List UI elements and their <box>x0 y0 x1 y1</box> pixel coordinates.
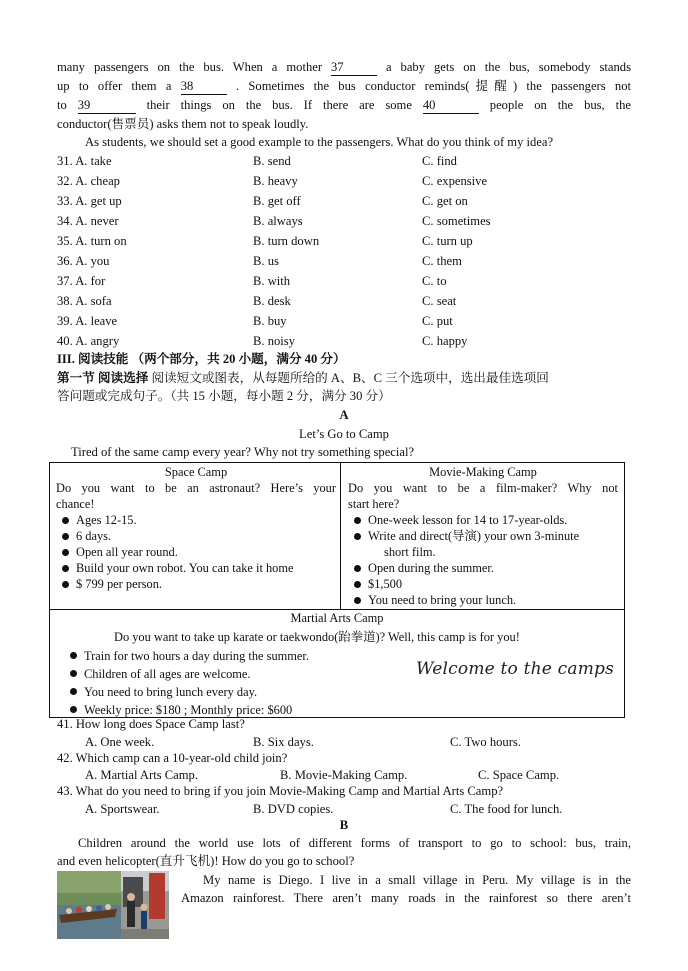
welcome-text: Welcome to the camps <box>416 659 615 679</box>
option-row: 32. A. cheap B. heavy C. expensive <box>57 174 488 188</box>
list-item: You need to bring your lunch. <box>348 592 618 608</box>
section-heading: III. 阅读技能 （两个部分，共 20 小题，满分 40 分） <box>57 352 346 366</box>
list-item: Ages 12-15. <box>56 512 336 528</box>
movie-camp-title: Movie-Making Camp <box>429 465 537 479</box>
movie-camp-cell: Movie-Making Camp Do you want to be a film-maker? Why not start here? One-week lesson for 14 to 17-year-olds. Write and direct(导演) your own 3-minute short film. Open during the summer. $1,500 You need to bring your lunch. <box>348 465 618 607</box>
space-camp-desc: Do you want to be an astronaut? Here’s your <box>56 481 336 495</box>
list-item: Write and direct(导演) your own 3-minute <box>348 528 618 544</box>
passage-line-3: to 39 their things on the bus. If there are some 40 people on the bus, the <box>57 98 632 112</box>
passage-a-intro: Tired of the same camp every year? Why not try something special? <box>71 445 415 459</box>
transport-photo <box>57 871 169 939</box>
space-camp-title: Space Camp <box>164 465 228 479</box>
space-camp-list <box>56 512 336 592</box>
martial-camp-list <box>64 647 620 719</box>
list-item: You need to bring lunch every day. <box>64 683 620 701</box>
option-row: 36. A. you B. us C. them <box>57 254 462 268</box>
boat-and-road-photo <box>57 871 169 939</box>
table-divider <box>340 463 341 609</box>
question-41-options: A. One week. B. Six days. C. Two hours. <box>85 735 521 749</box>
blank-40: 40 <box>423 98 479 114</box>
option-row: 33. A. get up B. get off C. get on <box>57 194 468 208</box>
question-41: 41. How long does Space Camp last? <box>57 717 245 731</box>
option-row: 40. A. angry B. noisy C. happy <box>57 334 468 348</box>
question-43-options: A. Sportswear. B. DVD copies. C. The food for lunch. <box>85 802 563 816</box>
list-item: Open all year round. <box>56 544 336 560</box>
blank-39: 39 <box>78 98 136 114</box>
option-row: 38. A. sofa B. desk C. seat <box>57 294 457 308</box>
passage-a-title: Let’s Go to Camp <box>299 427 389 441</box>
option-row: 39. A. leave B. buy C. put <box>57 314 453 328</box>
movie-camp-list <box>348 512 618 608</box>
option-row: 37. A. for B. with C. to <box>57 274 447 288</box>
passage-b-letter: B <box>339 818 349 832</box>
space-camp-cell: Space Camp Do you want to be an astronaut? Here’s your chance! Ages 12-15. 6 days. Open all year round. Build your own robot. You can take it home $ 799 per person. <box>56 465 336 591</box>
passage-line-2: up to offer them a 38 . Sometimes the bus conductor reminds(提醒) the passengers not <box>57 79 631 93</box>
question-42-options: A. Martial Arts Camp. B. Movie-Making Camp. C. Space Camp. <box>85 768 560 782</box>
list-item: Open during the summer. <box>348 560 618 576</box>
martial-camp-desc: Do you want to take up karate or taekwondo(跆拳道)? Well, this camp is for you! <box>114 630 520 644</box>
list-item: Build your own robot. You can take it home <box>56 560 336 576</box>
passage-b-intro-line-2: and even helicopter(直升飞机)! How do you go to school? <box>57 854 355 868</box>
part-title: 第一节 阅读选择 <box>57 371 149 385</box>
martial-camp-title: Martial Arts Camp <box>290 611 384 625</box>
list-item: Children of all ages are welcome. <box>64 665 620 683</box>
option-row: 35. A. turn on B. turn down C. turn up <box>57 234 473 248</box>
section-instructions-line-2: 答问题或完成句子。（共 15 小题，每小题 2 分，满分 30 分） <box>57 389 391 403</box>
passage-b-body-line-2: Amazon rainforest. There aren’t many roads in the rainforest so there aren’t <box>181 891 631 905</box>
list-item: $ 799 per person. <box>56 576 336 592</box>
list-item: Train for two hours a day during the summer. <box>64 647 620 665</box>
passage-b-intro-line-1: Children around the world use lots of different forms of transport to go to school: bus, train, <box>78 836 631 850</box>
question-42: 42. Which camp can a 10-year-old child join? <box>57 751 288 765</box>
passage-line-1: many passengers on the bus. When a mother 37 a baby gets on the bus, somebody stands <box>57 60 631 74</box>
camp-table <box>49 462 625 718</box>
blank-38: 38 <box>181 79 227 95</box>
section-instructions-line-1: 第一节 阅读选择 阅读短文或图表，从每题所给的 A、B、C 三个选项中，选出最佳选项回 <box>57 371 549 385</box>
list-item: $1,500 <box>348 576 618 592</box>
list-item-continued: short film. <box>384 545 436 559</box>
passage-line-5: As students, we should set a good example to the passengers. What do you think of my idea? <box>85 135 554 149</box>
option-row: 31. A. take B. send C. find <box>57 154 457 168</box>
blank-37: 37 <box>331 60 377 76</box>
list-item: Weekly price: $180 ; Monthly price: $600 <box>64 701 620 719</box>
list-item: One-week lesson for 14 to 17-year-olds. <box>348 512 618 528</box>
passage-b-body-line-1: My name is Diego. I live in a small village in Peru. My village is in the <box>203 873 631 887</box>
movie-camp-desc: Do you want to be a film-maker? Why not <box>348 481 618 495</box>
list-item: 6 days. <box>56 528 336 544</box>
passage-line-4: conductor(售票员) asks them not to speak loudly. <box>57 117 309 131</box>
passage-a-letter: A <box>339 408 349 422</box>
option-row: 34. A. never B. always C. sometimes <box>57 214 491 228</box>
question-43: 43. What do you need to bring if you join Movie-Making Camp and Martial Arts Camp? <box>57 784 504 798</box>
